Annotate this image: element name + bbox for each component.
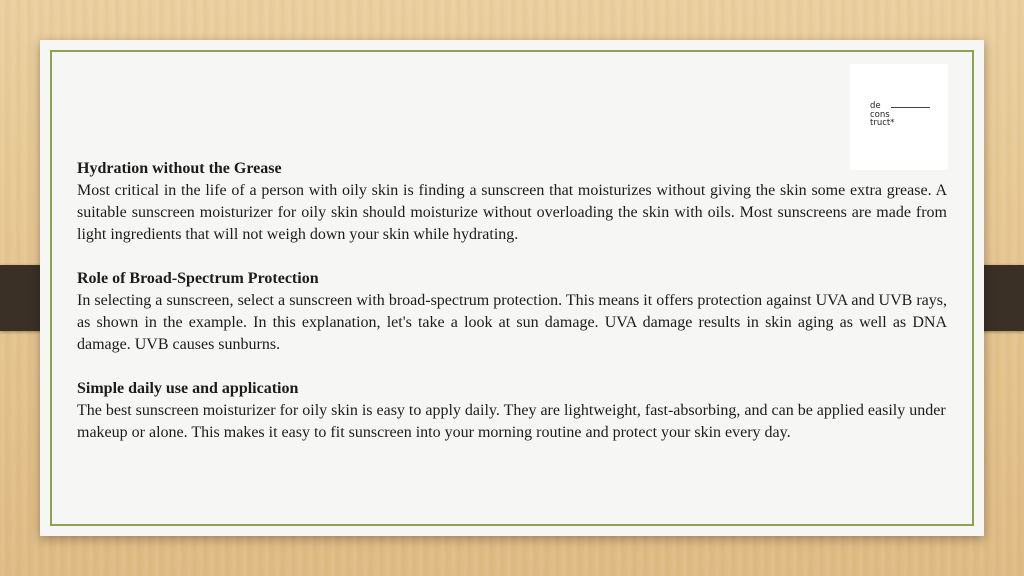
section-heading: Role of Broad-Spectrum Protection bbox=[77, 270, 319, 287]
logo-line-1: de bbox=[870, 101, 881, 111]
section-heading: Hydration without the Grease bbox=[77, 160, 282, 177]
logo-line-2: cons bbox=[870, 109, 890, 120]
section-heading: Simple daily use and application bbox=[77, 380, 299, 397]
section-body: Most critical in the life of a person with oily skin is finding a sunscreen that moisturizes without giving the skin some extra grease. A suitable sunscreen moisturizer for oily skin should moisturize without overloading the skin with oils. Most sunscreens are made from light ingredients that will not weigh down your skin while hydrating. bbox=[77, 182, 947, 243]
section-hydration bbox=[77, 158, 947, 246]
article-content bbox=[77, 158, 947, 466]
section-body: In selecting a sunscreen, select a sunscreen with broad-spectrum protection. This means it offers protection against UVA and UVB rays, as shown in the example. In this explanation, let's take a look at sun damage. UVA damage results in skin aging as well as DNA damage. UVB causes sunburns. bbox=[77, 292, 947, 353]
section-body: The best sunscreen moisturizer for oily skin is easy to apply daily. They are lightweight, fast-absorbing, and can be applied easily under makeup or alone. This makes it easy to fit sunscreen into your morning routine and protect your skin every day. bbox=[77, 402, 946, 441]
brand-logo-text bbox=[870, 102, 894, 128]
brand-logo bbox=[850, 64, 948, 170]
slide-card bbox=[40, 40, 984, 536]
logo-line-3: truct* bbox=[870, 118, 895, 128]
section-daily-use bbox=[77, 378, 947, 444]
logo-rule bbox=[891, 107, 930, 108]
section-broad-spectrum bbox=[77, 268, 947, 356]
